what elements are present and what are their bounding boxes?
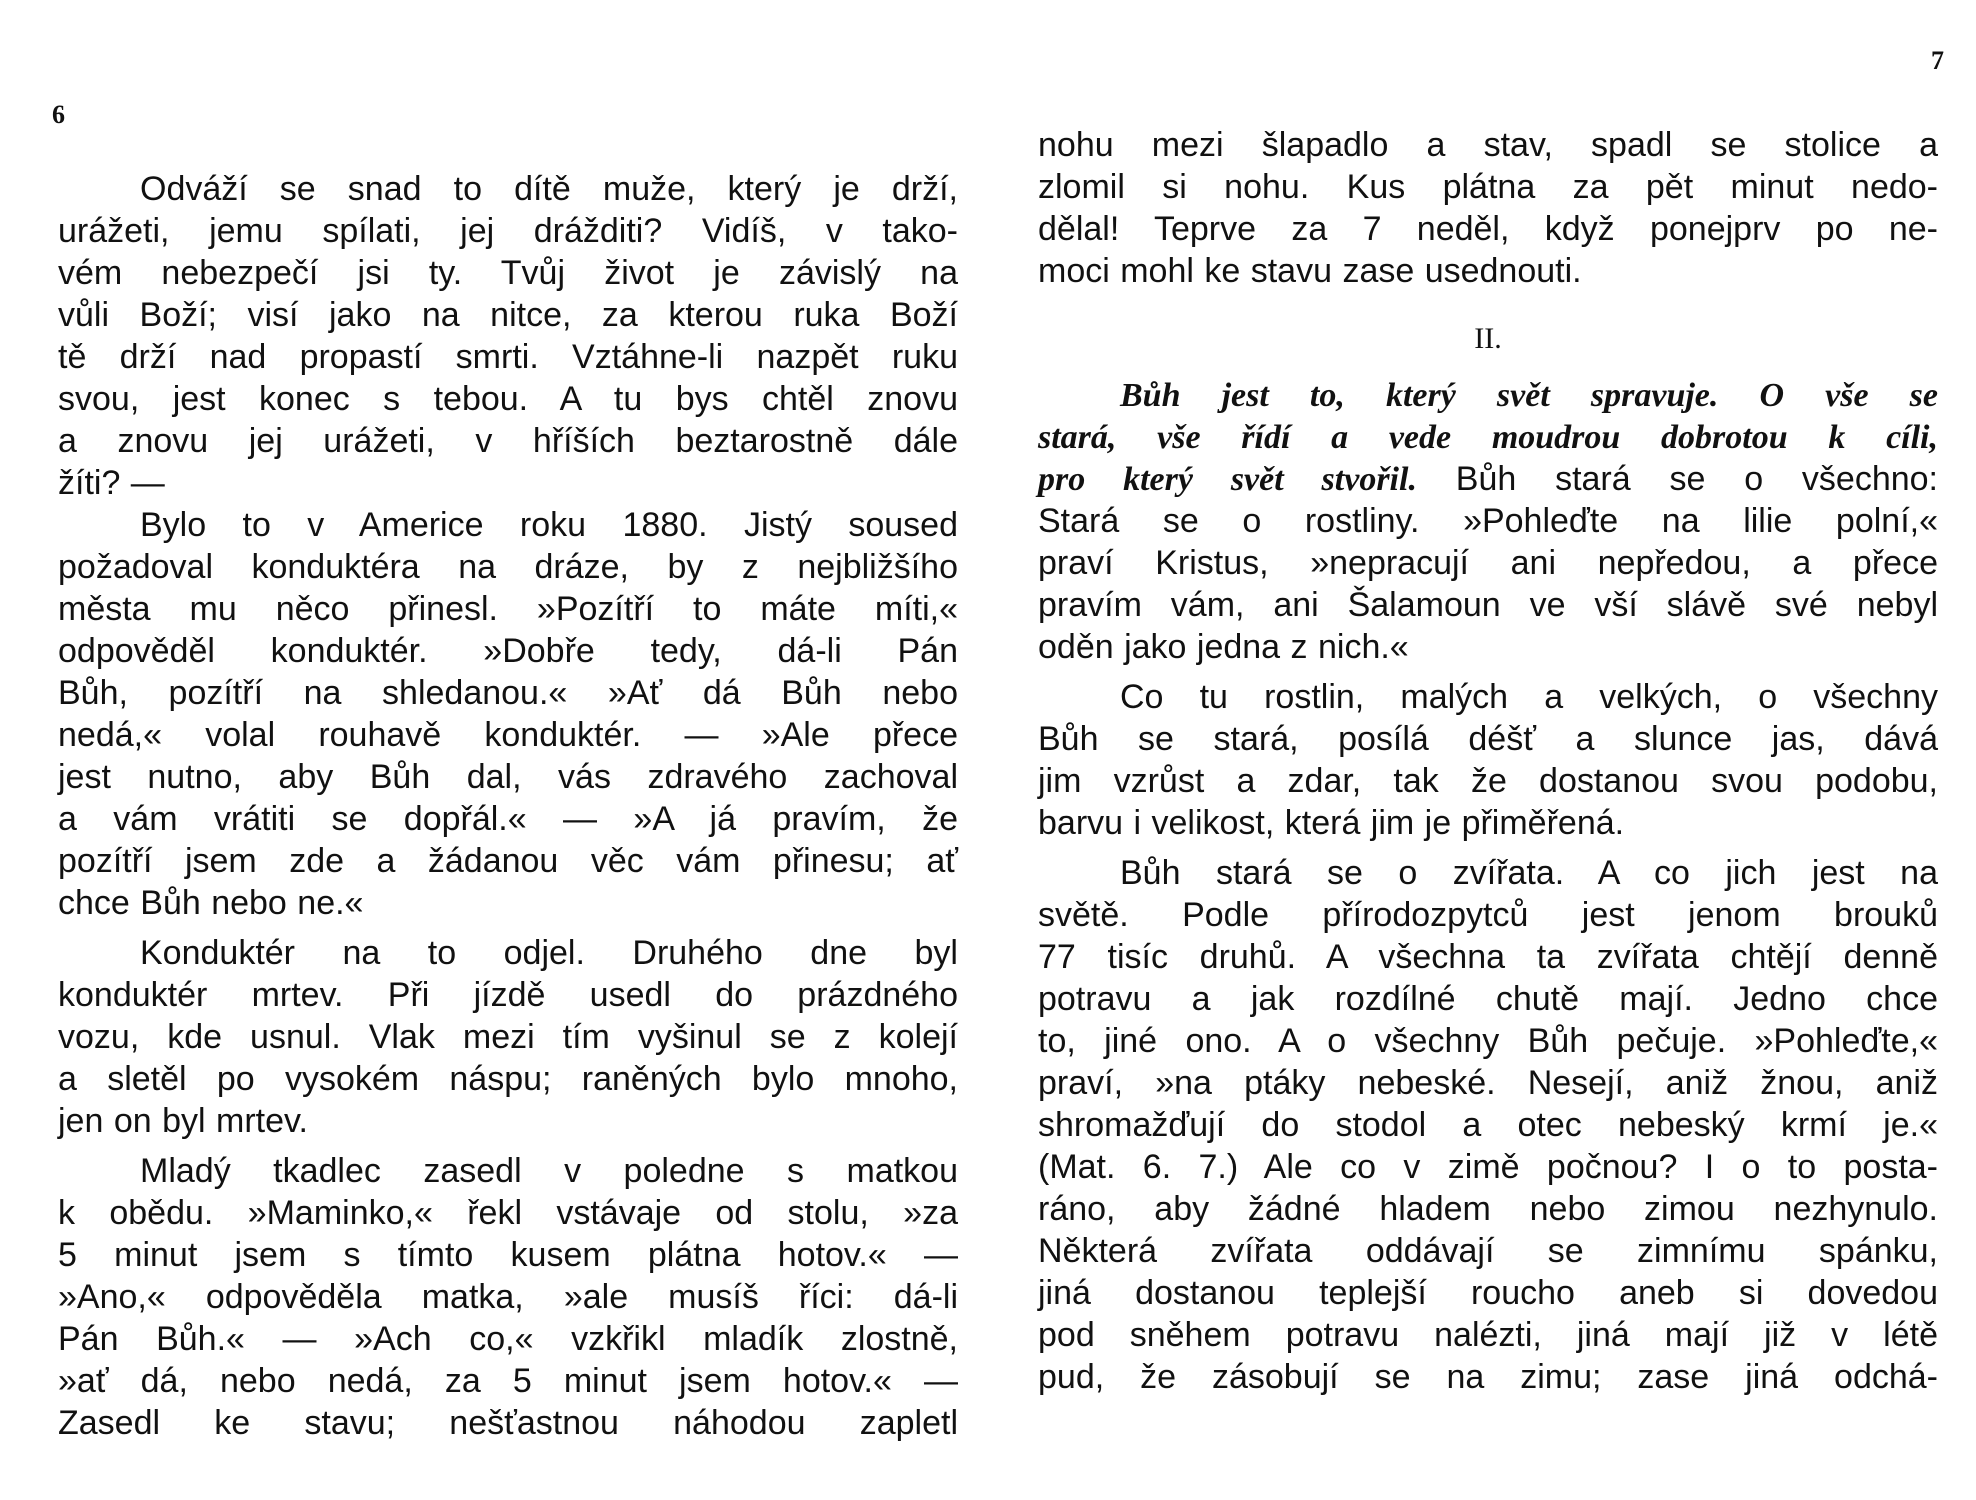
text-line: Zasedl ke stavu; nešťastnou náhodou zapletl bbox=[58, 1404, 958, 1442]
text-line: shromažďují do stodol a otec nebeský krmí je.« bbox=[1038, 1106, 1938, 1144]
text-line: Bylo to v Americe roku 1880. Jistý soused bbox=[140, 506, 958, 544]
right-page-text bbox=[1038, 124, 1938, 1398]
text-line: pozítří jsem zde a žádanou věc vám přinesu; ať bbox=[58, 842, 958, 880]
text-line: Konduktér na to odjel. Druhého dne byl bbox=[140, 934, 958, 972]
text-line bbox=[1038, 416, 1938, 458]
text-line: nohu mezi šlapadlo a stav, spadl se stolice a bbox=[1038, 126, 1938, 164]
text-line: tě drží nad propastí smrti. Vztáhne-li nazpět ruku bbox=[58, 338, 958, 376]
left-page-text bbox=[58, 168, 958, 1444]
text-line: 77 tisíc druhů. A všechna ta zvířata chtějí denně bbox=[1038, 938, 1938, 976]
text-line: a znovu jej urážeti, v hříších beztarostně dále bbox=[58, 422, 958, 460]
text-line: požadoval konduktéra na dráze, by z nejbližšího bbox=[58, 548, 958, 586]
text-line: jen on byl mrtev. bbox=[58, 1102, 308, 1140]
text-line: světě. Podle přírodozpytců jest jenom brouků bbox=[1038, 896, 1938, 934]
text-line: barvu i velikost, která jim je přiměřená. bbox=[1038, 804, 1625, 842]
text-line: ráno, aby žádné hladem nebo zimou nezhynulo. bbox=[1038, 1190, 1938, 1228]
page-number-left: 6 bbox=[52, 100, 65, 129]
text-line: vém nebezpečí jsi ty. Tvůj život je závislý na bbox=[58, 254, 958, 292]
text-line: odpověděl konduktér. »Dobře tedy, dá-li Pán bbox=[58, 632, 958, 670]
emphasis-text: stará, vše řídí a vede moudrou dobrotou k cíli, bbox=[1038, 419, 1938, 456]
text-line: konduktér mrtev. Při jízdě usedl do prázdného bbox=[58, 976, 958, 1014]
text-line: pravím vám, ani Šalamoun ve vší slávě své nebyl bbox=[1038, 586, 1938, 624]
text-line: chce Bůh nebo ne.« bbox=[58, 884, 364, 922]
text-line: města mu něco přinesl. »Pozítří to máte míti,« bbox=[58, 590, 958, 628]
text-line: (Mat. 6. 7.) Ale co v zimě počnou? I o to posta- bbox=[1038, 1148, 1938, 1186]
text-line: žíti? — bbox=[58, 464, 165, 502]
text-line: Bůh, pozítří na shledanou.« »Ať dá Bůh nebo bbox=[58, 674, 958, 712]
text-line: Bůh stará se o zvířata. A co jich jest na bbox=[1120, 854, 1938, 892]
text-line: moci mohl ke stavu zase usednouti. bbox=[1038, 252, 1582, 290]
paragraph bbox=[58, 932, 958, 1142]
text-line: praví Kristus, »nepracují ani nepředou, a přece bbox=[1038, 544, 1938, 582]
text-line: 5 minut jsem s tímto kusem plátna hotov.« — bbox=[58, 1236, 958, 1274]
paragraph bbox=[1038, 374, 1938, 668]
right-page bbox=[988, 0, 1976, 1500]
text-line: potravu a jak rozdílné chutě mají. Jedno chce bbox=[1038, 980, 1938, 1018]
plain-text: Bůh stará se o všechno: bbox=[1416, 460, 1939, 498]
text-line: praví, »na ptáky nebeské. Nesejí, aniž žnou, aniž bbox=[1038, 1064, 1938, 1102]
text-line: a vám vrátiti se dopřál.« — »A já pravím, že bbox=[58, 800, 958, 838]
paragraph bbox=[1038, 852, 1938, 1398]
text-line: »ať dá, nebo nedá, za 5 minut jsem hotov.« — bbox=[58, 1362, 958, 1400]
text-line: jiná dostanou teplejší roucho aneb si dovedou bbox=[1038, 1274, 1938, 1312]
paragraph bbox=[1038, 676, 1938, 844]
text-line: Odváží se snad to dítě muže, který je drží, bbox=[140, 170, 958, 208]
text-line bbox=[1038, 458, 1938, 500]
text-line: Některá zvířata oddávají se zimnímu spánku, bbox=[1038, 1232, 1938, 1270]
text-line: pod sněhem potravu nalézti, jiná mají již v létě bbox=[1038, 1316, 1938, 1354]
text-line bbox=[1038, 374, 1938, 416]
text-line: Co tu rostlin, malých a velkých, o všechny bbox=[1120, 678, 1938, 716]
text-line: vozu, kde usnul. Vlak mezi tím vyšinul se z kolejí bbox=[58, 1018, 958, 1056]
text-line: nedá,« volal rouhavě konduktér. — »Ale přece bbox=[58, 716, 958, 754]
paragraph bbox=[58, 504, 958, 924]
text-line: a sletěl po vysokém náspu; raněných bylo mnoho, bbox=[58, 1060, 958, 1098]
text-line: to, jiné ono. A o všechny Bůh pečuje. »Pohleďte,« bbox=[1038, 1022, 1938, 1060]
paragraph bbox=[58, 168, 958, 504]
text-line: svou, jest konec s tebou. A tu bys chtěl znovu bbox=[58, 380, 958, 418]
paragraph bbox=[1038, 124, 1938, 292]
emphasis-text: pro který svět stvořil. bbox=[1038, 461, 1417, 498]
text-line: dělal! Teprve za 7 neděl, když ponejprv po ne- bbox=[1038, 210, 1938, 248]
text-line: k obědu. »Maminko,« řekl vstávaje od stolu, »za bbox=[58, 1194, 958, 1232]
text-line: Pán Bůh.« — »Ach co,« vzkřikl mladík zlostně, bbox=[58, 1320, 958, 1358]
text-line: Bůh se stará, posílá déšť a slunce jas, dává bbox=[1038, 720, 1938, 758]
paragraph bbox=[58, 1150, 958, 1444]
text-line: oděn jako jedna z nich.« bbox=[1038, 628, 1409, 666]
text-line: jim vzrůst a zdar, tak že dostanou svou podobu, bbox=[1038, 762, 1938, 800]
text-line: pud, že zásobují se na zimu; zase jiná odchá- bbox=[1038, 1358, 1938, 1396]
text-line: Stará se o rostliny. »Pohleďte na lilie polní,« bbox=[1038, 502, 1938, 540]
emphasis-text: Bůh jest to, který svět spravuje. O vše se bbox=[1120, 377, 1938, 414]
text-line: »Ano,« odpověděla matka, »ale musíš říci: dá-li bbox=[58, 1278, 958, 1316]
text-line: urážeti, jemu spílati, jej drážditi? Vidíš, v tako- bbox=[58, 212, 958, 250]
text-line: jest nutno, aby Bůh dal, vás zdravého zachoval bbox=[58, 758, 958, 796]
text-line: Mladý tkadlec zasedl v poledne s matkou bbox=[140, 1152, 958, 1190]
text-line: vůli Boží; visí jako na nitce, za kterou ruka Boží bbox=[58, 296, 958, 334]
section-heading: II. bbox=[1474, 322, 1502, 355]
text-line: zlomil si nohu. Kus plátna za pět minut nedo- bbox=[1038, 168, 1938, 206]
page-number-right: 7 bbox=[1931, 46, 1944, 75]
